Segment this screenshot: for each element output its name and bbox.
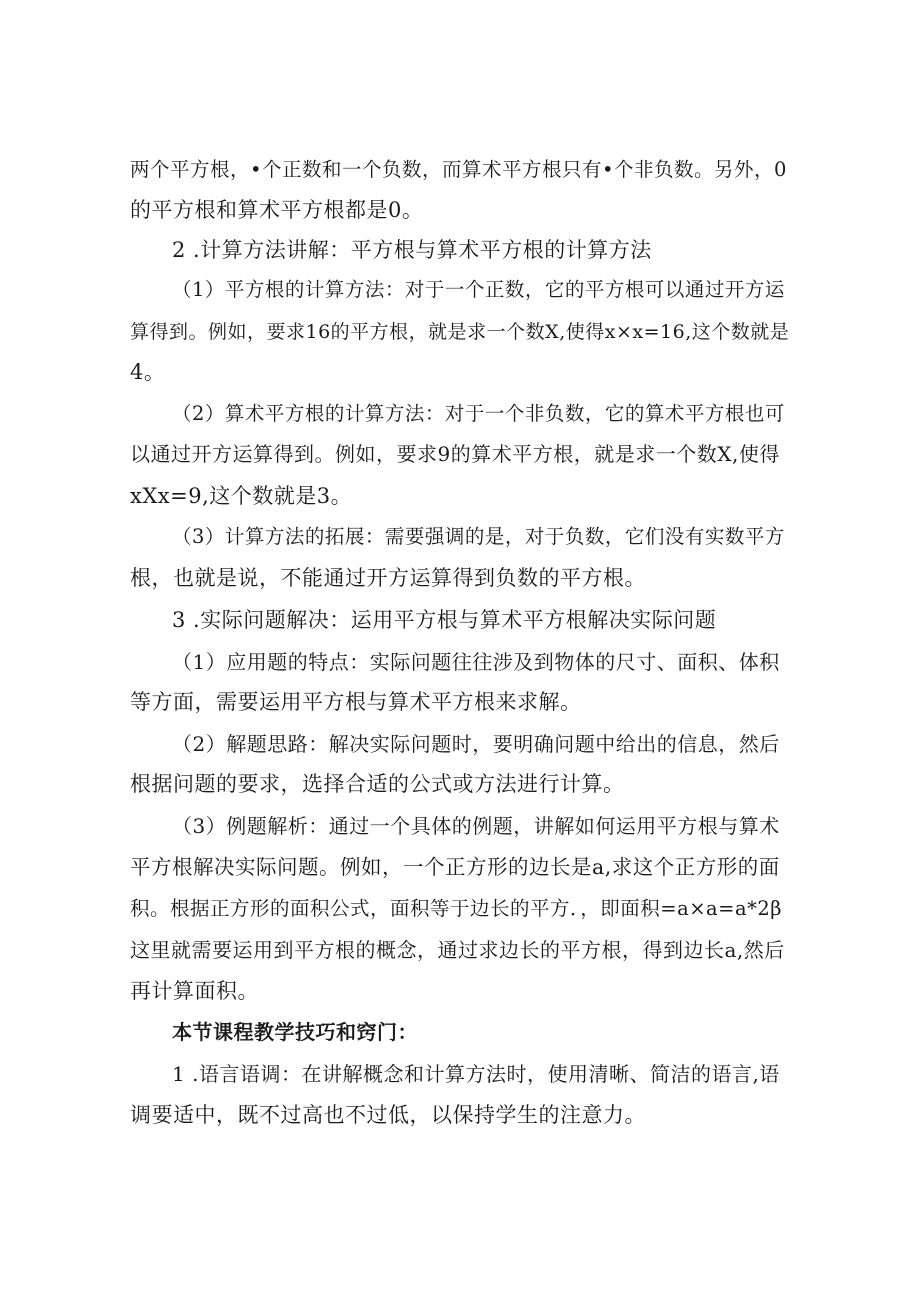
text-line: 1 .语言语调：在讲解概念和计算方法时，使用清晰、简洁的语言,语: [172, 1062, 780, 1086]
section-heading: 2 .计算方法讲解：平方根与算术平方根的计算方法: [172, 238, 652, 262]
text-line: （2）算术平方根的计算方法：对于一个非负数，它的算术平方根也可: [172, 402, 785, 425]
text-line: （1）应用题的特点：实际问题往往涉及到物体的尺寸、面积、体积: [172, 650, 780, 674]
text-line: 算得到。例如，要求16的平方根，就是求一个数X,使得x×x=16,这个数就是: [130, 321, 790, 343]
text-line: xXx=9,这个数就是3。: [130, 484, 353, 508]
text-line: 根据问题的要求，选择合适的公式或方法进行计算。: [130, 772, 625, 796]
section-heading: 3 .实际问题解决：运用平方根与算术平方根解决实际问题: [172, 608, 717, 632]
text-line: 这里就需要运用到平方根的概念，通过求边长的平方根，得到边长a,然后: [130, 938, 785, 962]
text-line: （2）解题思路：解决实际问题时，要明确问题中给出的信息，然后: [172, 732, 780, 756]
text-line: 平方根解决实际问题。例如，一个正方形的边长是a,求这个正方形的面: [130, 855, 780, 879]
text-line: 两个平方根，•个正数和一个负数，而算术平方根只有•个非负数。另外，0: [130, 158, 787, 181]
text-line: （1）平方根的计算方法：对于一个正数，它的平方根可以通过开方运: [172, 278, 785, 301]
section-heading: 本节课程教学技巧和窍门：: [172, 1020, 418, 1044]
text-line: 的平方根和算术平方根都是0。: [130, 198, 424, 222]
text-line: 调要适中，既不过高也不过低，以保持学生的注意力。: [130, 1103, 646, 1127]
text-line: 以通过开方运算得到。例如，要求9的算术平方根，就是求一个数X,使得: [130, 442, 780, 466]
text-line: 4。: [130, 360, 166, 384]
text-line: （3）计算方法的拓展：需要强调的是，对于负数，它们没有实数平方: [172, 525, 785, 548]
text-line: 等方面，需要运用平方根与算术平方根来求解。: [130, 690, 582, 714]
text-line: 根，也就是说，不能通过开方运算得到负数的平方根。: [130, 566, 646, 590]
text-line: （3）例题解析：通过一个具体的例题，讲解如何运用平方根与算术: [172, 814, 780, 838]
text-line: 积。根据正方形的面积公式，面积等于边长的平方．，即面积=a×a=a*2β: [130, 897, 783, 920]
text-line: 再计算面积。: [130, 979, 259, 1003]
